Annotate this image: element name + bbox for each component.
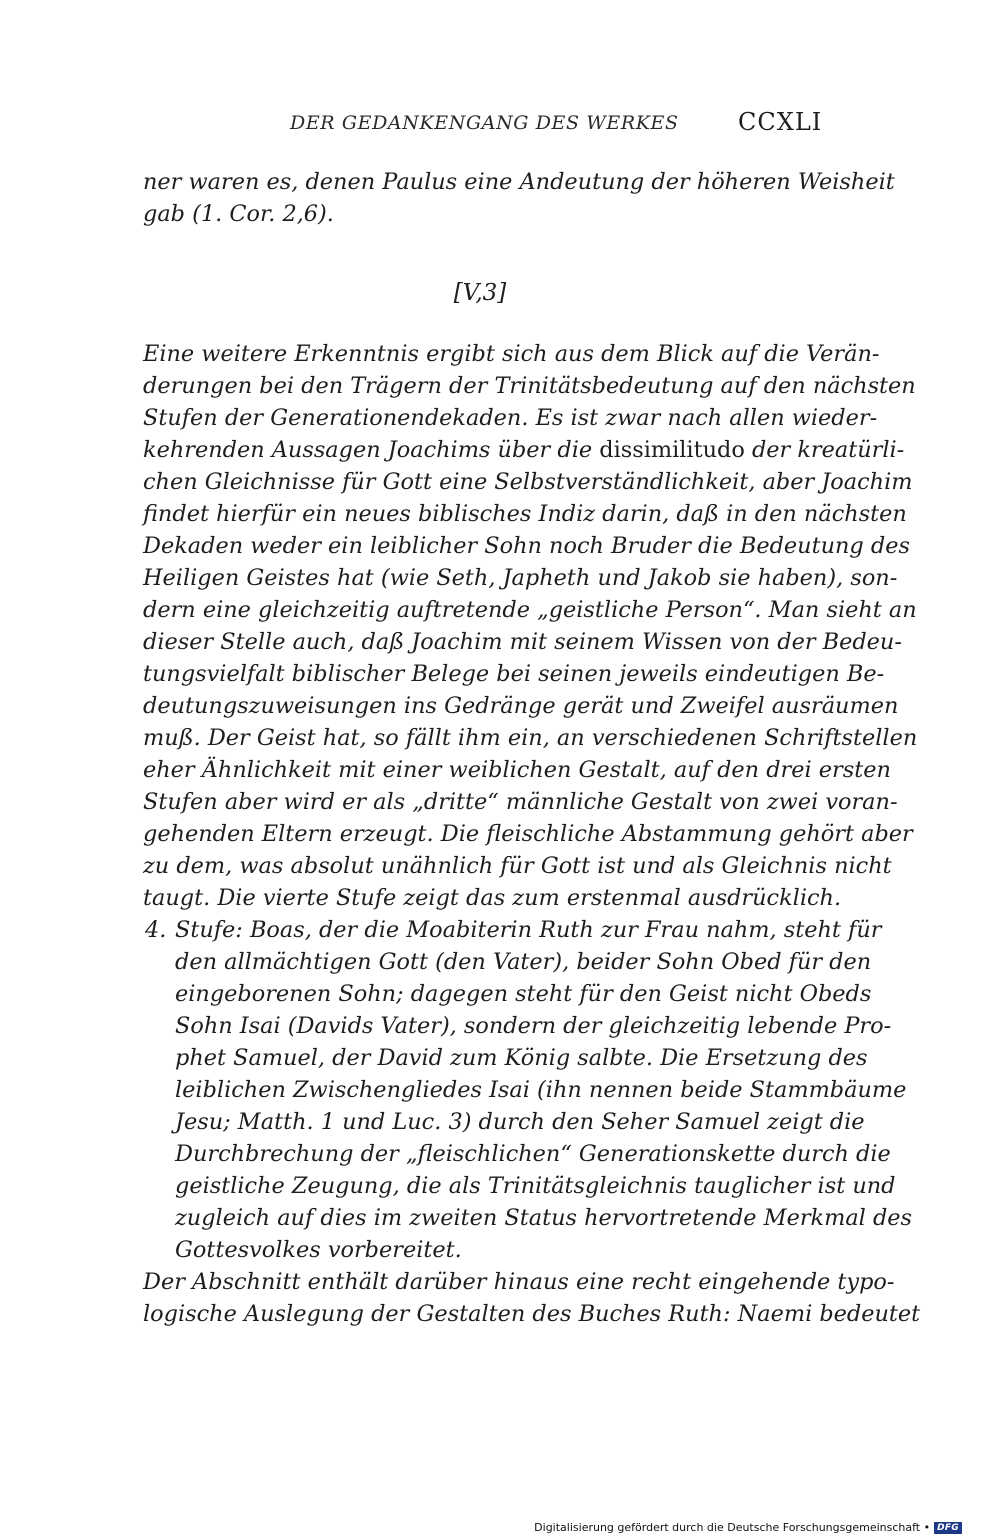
text-line: deutungszuweisungen ins Gedränge gerät und Zweifel ausräumen	[143, 693, 899, 719]
latin-term: dissimilitudo	[599, 437, 745, 463]
text-line: Gottesvolkes vorbereitet.	[175, 1237, 462, 1263]
text-line: dern eine gleichzeitig auftretende „geistliche Person“. Man sieht an	[143, 597, 917, 623]
text-line: eingeborenen Sohn; dagegen steht für den Geist nicht Obeds	[175, 981, 872, 1007]
text-line: geistliche Zeugung, die als Trinitätsgleichnis tauglicher ist und	[175, 1173, 896, 1199]
text-line: gab (1. Cor. 2,6).	[143, 201, 334, 227]
text-line: Eine weitere Erkenntnis ergibt sich aus dem Blick auf die Verän-	[143, 341, 880, 367]
text-line: zugleich auf dies im zweiten Status hervortretende Merkmal des	[175, 1205, 913, 1231]
page-number: CCXLI	[738, 108, 823, 136]
text-line: gehenden Eltern erzeugt. Die fleischliche Abstammung gehört aber	[143, 821, 913, 847]
text-line: den allmächtigen Gott (den Vater), beider Sohn Obed für den	[175, 949, 872, 975]
text-line: chen Gleichnisse für Gott eine Selbstverständlichkeit, aber Joachim	[143, 469, 913, 495]
text-segment: der kreatürli-	[744, 437, 905, 463]
text-line: derungen bei den Trägern der Trinitätsbedeutung auf den nächsten	[143, 373, 916, 399]
text-line: phet Samuel, der David zum König salbte. Die Ersetzung des	[175, 1045, 868, 1071]
section-heading: [V,3]	[453, 280, 507, 306]
text-line: zu dem, was absolut unähnlich für Gott ist und als Gleichnis nicht	[143, 853, 892, 879]
text-line: Stufen aber wird er als „dritte“ männliche Gestalt von zwei voran-	[143, 789, 898, 815]
text-line: Sohn Isai (Davids Vater), sondern der gleichzeitig lebende Pro-	[175, 1013, 892, 1039]
digitization-notice	[534, 1521, 962, 1534]
text-line: Dekaden weder ein leiblicher Sohn noch Bruder die Bedeutung des	[143, 533, 910, 559]
text-line: Heiligen Geistes hat (wie Seth, Japheth und Jakob sie haben), son-	[143, 565, 898, 591]
text-line: tungsvielfalt biblischer Belege bei seinen jeweils eindeutigen Be-	[143, 661, 885, 687]
text-line: eher Ähnlichkeit mit einer weiblichen Gestalt, auf den drei ersten	[143, 757, 891, 783]
text-line: taugt. Die vierte Stufe zeigt das zum erstenmal ausdrücklich.	[143, 885, 842, 911]
text-line: logische Auslegung der Gestalten des Buches Ruth: Naemi bedeutet	[143, 1301, 921, 1327]
text-line: Durchbrechung der „fleischlichen“ Generationskette durch die	[175, 1141, 891, 1167]
text-line: findet hierfür ein neues biblisches Indiz darin, daß in den nächsten	[143, 501, 907, 527]
dfg-logo: DFG	[934, 1522, 962, 1534]
list-item	[143, 914, 913, 1266]
continuation-paragraph	[143, 166, 895, 230]
text-segment: kehrenden Aussagen Joachims über die	[143, 437, 600, 463]
digitization-notice-text: Digitalisierung gefördert durch die Deutsche Forschungsgemeinschaft •	[534, 1521, 931, 1534]
text-line: Der Abschnitt enthält darüber hinaus eine recht eingehende typo-	[143, 1269, 895, 1295]
text-line: Stufe: Boas, der die Moabiterin Ruth zur Frau nahm, steht für	[175, 917, 882, 943]
text-line: muß. Der Geist hat, so fällt ihm ein, an verschiedenen Schriftstellen	[143, 725, 918, 751]
list-marker: 4.	[145, 917, 167, 943]
text-line: dieser Stelle auch, daß Joachim mit seinem Wissen von der Bedeu-	[143, 629, 902, 655]
paragraph	[143, 1266, 921, 1330]
text-line: Jesu; Matth. 1 und Luc. 3) durch den Seher Samuel zeigt die	[175, 1109, 865, 1135]
paragraph	[143, 338, 918, 914]
text-line-with-latin-term	[143, 434, 905, 466]
text-line: ner waren es, denen Paulus eine Andeutung der höheren Weisheit	[143, 169, 895, 195]
text-line: leiblichen Zwischengliedes Isai (ihn nennen beide Stammbäume	[175, 1077, 907, 1103]
running-head: DER GEDANKENGANG DES WERKES	[290, 112, 679, 134]
text-line: Stufen der Generationendekaden. Es ist zwar nach allen wieder-	[143, 405, 878, 431]
